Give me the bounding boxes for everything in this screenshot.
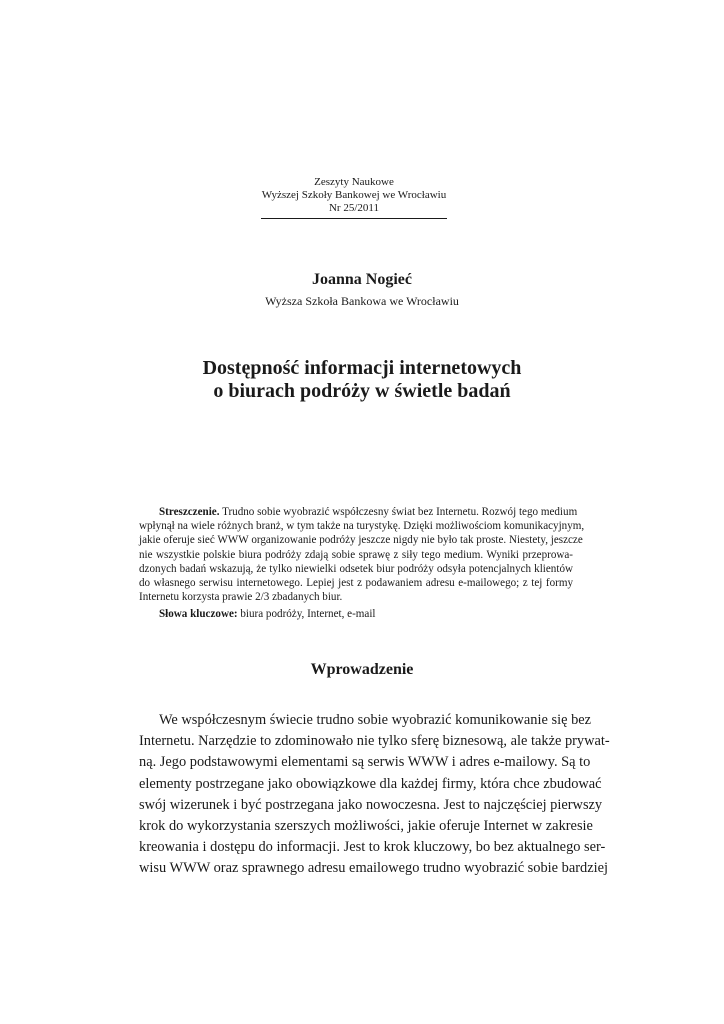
title-line-2: o biurach podróży w świetle badań bbox=[213, 380, 511, 402]
journal-name: Zeszyty Naukowe bbox=[314, 176, 394, 188]
abstract-line: Internetu korzysta prawie 2/3 zbadanych biur. bbox=[139, 591, 343, 604]
keywords bbox=[159, 607, 375, 621]
body-line: ną. Jego podstawowymi elementami są serwis WWW i adres e-mailowy. Są to bbox=[139, 754, 591, 771]
body-line: wisu WWW oraz sprawnego adresu emailowego trudno wyobrazić sobie bardziej bbox=[139, 860, 609, 877]
title-line-1: Dostępność informacji internetowych bbox=[202, 357, 522, 379]
journal-issue: Nr 25/2011 bbox=[328, 202, 379, 214]
abstract bbox=[139, 505, 585, 604]
body-line: swój wizerunek i być postrzegana jako nowoczesna. Jest to najczęściej pierwszy bbox=[139, 796, 603, 813]
body-line: elementy postrzegane jako obowiązkowe dla każdej firmy, która chce zbudować bbox=[139, 775, 602, 792]
abstract-line: nie wszystkie polskie biura podróży zdają sobie sprawę z siły tego medium. Wyniki przeprowa- bbox=[139, 548, 573, 561]
paper-title bbox=[0, 357, 724, 403]
abstract-line: jakie oferuje sieć WWW organizowanie podróży jeszcze nigdy nie było tak proste. Niestety, jeszcze bbox=[139, 534, 583, 547]
body-line: Internetu. Narzędzie to zdominowało nie tylko sferę biznesową, ale także prywat- bbox=[139, 733, 610, 750]
abstract-line: do własnego serwisu internetowego. Lepiej jest z podawaniem adresu e-mailowego; z tej formy bbox=[139, 577, 573, 590]
journal-header bbox=[230, 176, 478, 219]
section-heading: Wprowadzenie bbox=[310, 661, 414, 678]
abstract-label: Streszczenie. bbox=[159, 506, 220, 518]
author-name: Joanna Nogieć bbox=[312, 271, 412, 288]
abstract-text: Trudno sobie wyobrazić współczesny świat bez Internetu. Rozwój tego medium bbox=[222, 506, 578, 518]
body-line: kreowania i dostępu do informacji. Jest to krok kluczowy, bo bez aktualnego ser- bbox=[139, 839, 606, 856]
body-paragraph bbox=[139, 710, 610, 880]
journal-institution: Wyższej Szkoły Bankowej we Wrocławiu bbox=[261, 189, 447, 201]
keywords-text: biura podróży, Internet, e-mail bbox=[240, 608, 376, 620]
abstract-line bbox=[139, 505, 578, 519]
author-affiliation: Wyższa Szkoła Bankowa we Wrocławiu bbox=[265, 294, 459, 308]
body-line: We współczesnym świecie trudno sobie wyobrazić komunikowanie się bez bbox=[159, 712, 592, 728]
keywords-label: Słowa kluczowe: bbox=[159, 608, 238, 620]
header-rule bbox=[261, 218, 447, 219]
abstract-line: dzonych badań wskazują, że tylko niewielki odsetek biur podróży odsyła potencjalnych klientów bbox=[139, 562, 573, 575]
abstract-line: wpłynął na wiele różnych branż, w tym także na turystykę. Dzięki możliwościom komunikacyjnym, bbox=[139, 520, 585, 533]
body-line: krok do wykorzystania szerszych możliwości, jakie oferuje Internet w zakresie bbox=[139, 818, 593, 835]
